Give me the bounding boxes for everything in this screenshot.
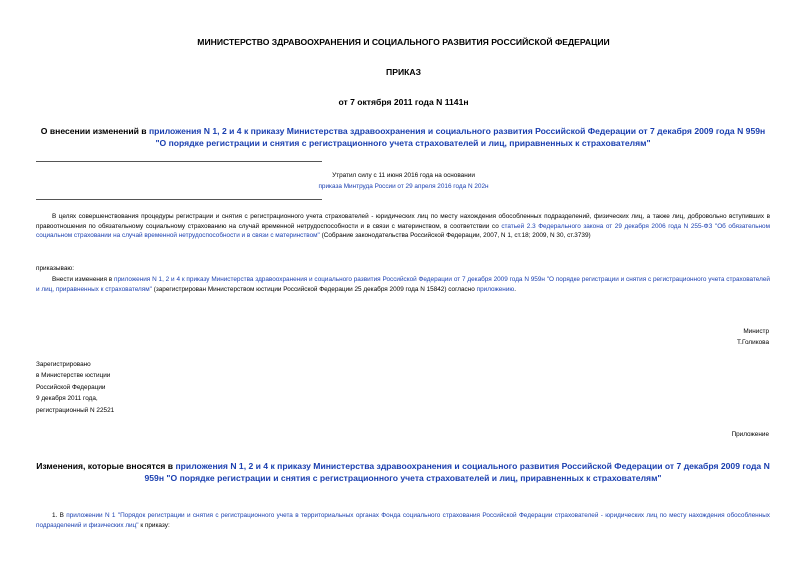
order-date: от 7 октября 2011 года N 1141н bbox=[338, 97, 469, 107]
item1-link[interactable]: приложении N 1 "Порядок регистрации и снятия с регистрационного учета в территориальных органах Фонда социального страхования Российской Федерации страхователей - юридических лиц по месту нахождения обособленных подразделений и физических лиц" bbox=[36, 512, 770, 529]
law-article-link[interactable]: статьей 2.3 Федерального закона от 29 декабря 2006 года N 255-ФЗ "Об обязательном социальном страховании на случай временной нетрудоспособности и в связи с материнством" bbox=[36, 222, 771, 240]
order-paragraph bbox=[36, 275, 770, 294]
document-heading bbox=[36, 126, 770, 150]
order-middle: (зарегистрирован Министерством юстиции Российской Федерации 25 декабря 2009 года N 15842) согласно bbox=[151, 285, 477, 293]
preamble-tail: (Собрание законодательства Российской Федерации, 2007, N 1, ст.18; 2009, N 30, ст.3739) bbox=[319, 232, 591, 240]
order-title: ПРИКАЗ bbox=[386, 67, 421, 77]
appendix-link[interactable]: приложению bbox=[476, 285, 515, 293]
preamble-paragraph bbox=[36, 212, 770, 241]
expired-basis bbox=[0, 182, 807, 192]
item1-prefix: 1. В bbox=[52, 512, 67, 519]
amended-order-link[interactable]: приложения N 1, 2 и 4 к приказу Министерства здравоохранения и социального развития Российской Федерации от 7 декабря 2009 года N 959н "О порядке регистрации и снятия с регистрационного учета страхователей и лиц, приравненных к страхователям" bbox=[36, 276, 770, 293]
signature-name: Т.Голикова bbox=[736, 339, 769, 346]
appendix-heading bbox=[36, 461, 770, 485]
appendix-heading-link[interactable]: приложения N 1, 2 и 4 к приказу Министерства здравоохранения и социального развития Российской Федерации от 7 декабря 2009 года N 959н "О порядке регистрации и снятия с регистрационного учета страхователей и лиц, приравненных к страхователям" bbox=[144, 461, 770, 483]
heading-link[interactable]: приложения N 1, 2 и 4 к приказу Министерства здравоохранения и социального развития Российской Федерации от 7 декабря 2009 года N 959н "О порядке регистрации и снятия с регистрационного учета страхователей и лиц, приравненных к страхователям" bbox=[148, 126, 766, 148]
appendix-item-1 bbox=[36, 511, 770, 530]
appendix-label: Приложение bbox=[731, 431, 769, 438]
expired-notice: Утратил силу с 11 июня 2016 года на основании bbox=[332, 172, 475, 179]
registration-line: в Министерстве юстиции bbox=[36, 372, 111, 380]
divider-top bbox=[36, 161, 322, 162]
preamble-text: В целях совершенствования процедуры регистрации и снятия с регистрационного учета страхователей - юридических лиц по месту нахождения обособленных подразделений, физических лиц, а также лиц, добровольно вступивших в правоотношения по обязательному социальному страхованию на случай временной нетрудоспособности и в связи с материнством, в соответствии со bbox=[36, 213, 770, 230]
heading-prefix: О внесении изменений в bbox=[40, 126, 149, 136]
order-prefix: Внести изменения в bbox=[52, 276, 114, 283]
order-end: . bbox=[514, 285, 516, 293]
expired-basis-link[interactable]: приказа Минтруда России от 29 апреля 2016 года N 202н bbox=[318, 183, 489, 190]
signature-title: Министр bbox=[743, 328, 769, 335]
registration-line: 9 декабря 2011 года, bbox=[36, 395, 98, 403]
registration-line: регистрационный N 22521 bbox=[36, 406, 115, 414]
registration-line: Зарегистрировано bbox=[36, 361, 91, 368]
registration-block bbox=[36, 360, 114, 417]
item1-tail: к приказу: bbox=[138, 521, 170, 529]
appendix-heading-prefix: Изменения, которые вносятся в bbox=[36, 461, 176, 471]
orders-label: приказываю: bbox=[36, 265, 74, 272]
divider-bottom bbox=[36, 199, 322, 200]
ministry-title: МИНИСТЕРСТВО ЗДРАВООХРАНЕНИЯ И СОЦИАЛЬНОГО РАЗВИТИЯ РОССИЙСКОЙ ФЕДЕРАЦИИ bbox=[197, 37, 610, 47]
registration-line: Российской Федерации bbox=[36, 383, 106, 391]
